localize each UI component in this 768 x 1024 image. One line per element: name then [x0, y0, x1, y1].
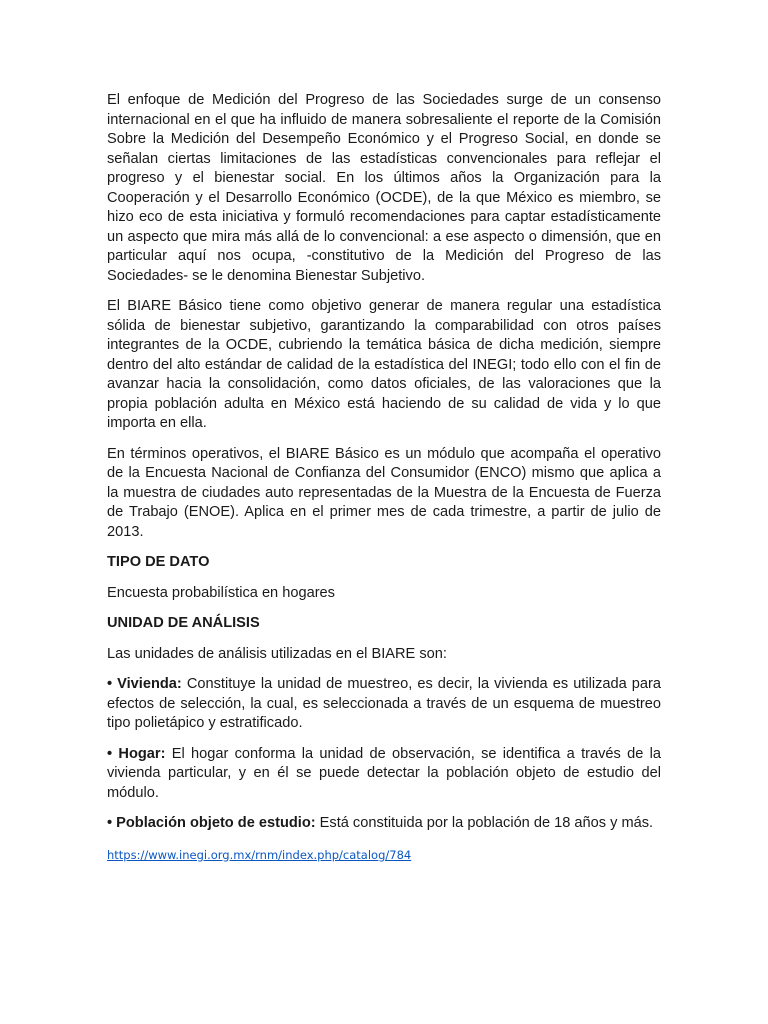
bullet-hogar [107, 745, 661, 804]
bullet-vivienda [107, 675, 661, 734]
bullet-vivienda-text: Constituye la unidad de muestreo, es decir, la vivienda es utilizada para efectos de selección, la cual, es seleccionada a través de un esquema de muestreo tipo polietápico y estratificado. [107, 676, 661, 731]
paragraph-biare-objetivo: El BIARE Básico tiene como objetivo generar de manera regular una estadística sólida de bienestar subjetivo, garantizando la comparabilidad con otros países integrantes de la OCDE, cubriendo la temática básica de dicha medición, siempre dentro del alto estándar de calidad de la estadística del INEGI; todo ello con el fin de avanzar hacia la consolidación, como datos oficiales, de las valoraciones que la propia población adulta en México está haciendo de su calidad de vida y lo que importa en ella. [107, 298, 661, 431]
bullet-hogar-label: • Hogar: [107, 745, 166, 762]
bullet-poblacion-objeto [107, 814, 661, 834]
heading-unidad-de-analisis: UNIDAD DE ANÁLISIS [107, 615, 260, 631]
source-link[interactable]: https://www.inegi.org.mx/rnm/index.php/catalog/784 [107, 847, 412, 862]
bullet-poblacion-objeto-label: • Población objeto de estudio: [107, 815, 316, 831]
unidad-de-analisis-intro: Las unidades de análisis utilizadas en el BIARE son: [107, 645, 447, 662]
document-page [107, 91, 661, 864]
tipo-de-dato-text: Encuesta probabilística en hogares [107, 584, 335, 601]
paragraph-terminos-operativos: En términos operativos, el BIARE Básico es un módulo que acompaña el operativo de la Encuesta Nacional de Confianza del Consumidor (ENCO) mismo que aplica a la muestra de ciudades auto representadas de la Muestra de la Encuesta de Fuerza de Trabajo (ENOE). Aplica en el primer mes de cada trimestre, a partir de julio de 2013. [107, 445, 661, 540]
heading-tipo-de-dato: TIPO DE DATO [107, 554, 210, 570]
bullet-hogar-text: El hogar conforma la unidad de observación, se identifica a través de la vivienda particular, y en él se puede detectar la población objeto de estudio del módulo. [107, 745, 662, 801]
bullet-poblacion-objeto-text: Está constituida por la población de 18 años y más. [315, 815, 654, 831]
paragraph-medicion-progreso: El enfoque de Medición del Progreso de las Sociedades surge de un consenso internacional en el que ha influido de manera sobresaliente el reporte de la Comisión Sobre la Medición del Desempeño Económico y el Progreso Social, en donde se señalan ciertas limitaciones de las estadísticas convencionales para reflejar el progreso y el bienestar social. En los últimos años la Organización para la Cooperación y el Desarrollo Económico (OCDE), de la que México es miembro, se hizo eco de esta iniciativa y formuló recomendaciones para captar estadísticamente un aspecto que mira más allá de lo convencional: a ese aspecto o dimensión, que en particular aquí nos ocupa, -constitutivo de la Medición del Progreso de las Sociedades- se le denomina Bienestar Subjetivo. [107, 92, 661, 284]
bullet-vivienda-label: • Vivienda: [107, 676, 182, 692]
